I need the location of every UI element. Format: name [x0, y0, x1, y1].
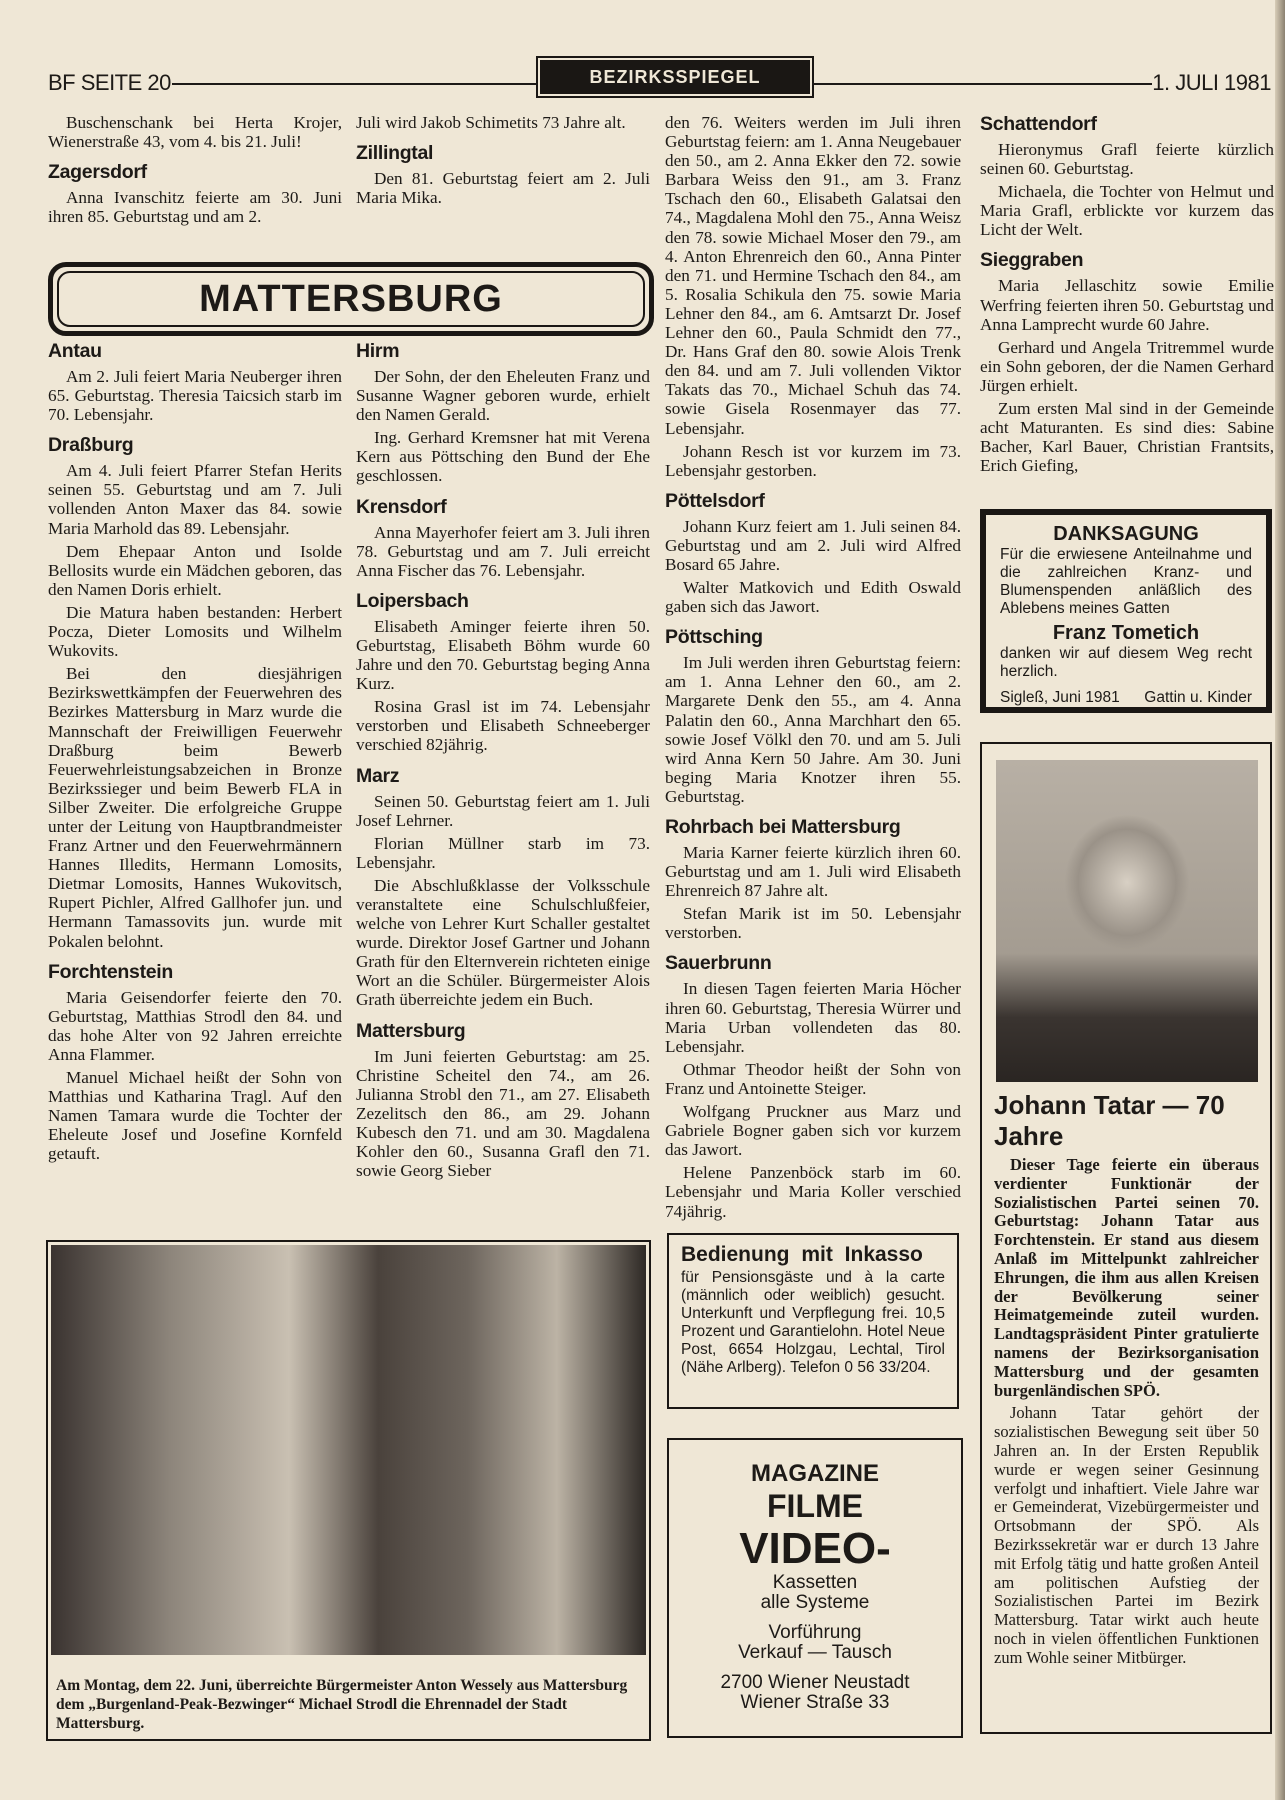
- news-paragraph: Die Abschlußklasse der Volksschule veranstaltete eine Schulschlußfeier, welche von Lehrer Kurt Schaller gestaltet wurde. Direktor Josef Gartner und Johann Grath für den Elternverein richteten einige Wort an die Schüler. Bürgermeister Alois Grath überreichte jedem ein Buch.: [356, 875, 650, 1010]
- locality-heading: Sauerbrunn: [665, 952, 772, 975]
- issue-date: 1. JULI 1981: [1152, 70, 1271, 95]
- article-headline: Johann Tatar — 70 Jahre: [994, 1090, 1225, 1151]
- news-paragraph: Helene Panzenböck starb im 60. Lebensjahr und Maria Koller verschied 74jährig.: [665, 1163, 961, 1221]
- news-paragraph: Zum ersten Mal sind in der Gemeinde acht Maturanten. Es sind dies: Sabine Bacher, Karl Bauer, Christian Frantsits, Erich Giefing,: [980, 399, 1274, 476]
- video-ad-line: 2700 Wiener Neustadt: [720, 1672, 910, 1693]
- news-paragraph: Anna Ivanschitz feierte am 30. Juni ihren 85. Geburtstag und am 2.: [48, 188, 342, 227]
- news-paragraph: Juli wird Jakob Schimetits 73 Jahre alt.: [356, 113, 626, 132]
- news-paragraph: Maria Karner feierte kürzlich ihren 60. Geburtstag und am 1. Juli wird Elisabeth Ehrenreich 87 Jahre alt.: [665, 843, 961, 901]
- locality-heading: Krensdorf: [356, 495, 447, 518]
- news-paragraph: Am 4. Juli feiert Pfarrer Stefan Herits seinen 55. Geburtstag und am 7. Juli vollenden Anton Maxer das 84. sowie Maria Marhold das 89. Lebensjahr.: [48, 461, 342, 538]
- news-paragraph: Maria Jellaschitz sowie Emilie Werfring feierten ihren 50. Geburtstag und Anna Lamprecht wurde 60 Jahre.: [980, 276, 1274, 334]
- page-number: BF SEITE 20: [48, 70, 171, 95]
- locality-heading: Antau: [48, 340, 102, 362]
- news-paragraph: Gerhard und Angela Tritremmel wurde ein Sohn geboren, der die Namen Gerhard Jürgen erhielt.: [980, 337, 1274, 395]
- locality-heading: Zagersdorf: [48, 161, 147, 184]
- news-paragraph: Ing. Gerhard Kremsner hat mit Verena Kern aus Pöttsching den Bund der Ehe geschlossen.: [356, 428, 650, 486]
- portrait-photo: [996, 760, 1258, 1082]
- notice-text-2: danken wir auf diesem Weg recht herzlich.: [1000, 645, 1252, 680]
- news-paragraph: Seinen 50. Geburtstag feiert am 1. Juli Josef Lehrner.: [356, 791, 650, 830]
- tatar-article: [980, 742, 1272, 1734]
- news-paragraph: Der Sohn, der den Eheleuten Franz und Susanne Wagner geboren wurde, erhielt den Namen Gerald.: [356, 367, 650, 425]
- locality-heading: Sieggraben: [980, 249, 1084, 272]
- news-paragraph: Am 2. Juli feiert Maria Neuberger ihren 65. Geburtstag. Theresia Taicsich starb im 70. Lebensjahr.: [48, 367, 342, 425]
- video-ad-line: Verkauf — Tausch: [738, 1642, 892, 1663]
- video-ad-line: Vorführung: [768, 1622, 862, 1643]
- news-paragraph: Johann Kurz feiert am 1. Juli seinen 84. Geburtstag und am 2. Juli wird Alfred Bosard 65 Jahre.: [665, 516, 961, 574]
- news-paragraph: Maria Geisendorfer feierte den 70. Geburtstag, Matthias Strodl den 84. und das hohe Alter von 92 Jahren erreichte Anna Flammer.: [48, 987, 342, 1064]
- news-paragraph: Walter Matkovich und Edith Oswald gaben sich das Jawort.: [665, 578, 961, 617]
- column-2-top: [356, 113, 650, 211]
- district-banner: [48, 262, 654, 336]
- video-ad-line: MAGAZINE: [751, 1460, 879, 1487]
- locality-heading: Hirm: [356, 340, 400, 362]
- award-ceremony-photo: [51, 1245, 646, 1655]
- news-paragraph: Dem Ehepaar Anton und Isolde Bellosits wurde ein Mädchen geboren, das den Namen Doris erhielt.: [48, 541, 342, 599]
- news-paragraph: Stefan Marik ist im 50. Lebensjahr verstorben.: [665, 904, 961, 943]
- column-4: [980, 113, 1274, 479]
- video-ad-line: VIDEO-: [739, 1524, 891, 1573]
- news-paragraph: Buschenschank bei Herta Krojer, Wienerstraße 43, vom 4. bis 21. Juli!: [48, 113, 342, 152]
- news-paragraph: Die Matura haben bestanden: Herbert Pocza, Dieter Lomosits und Wilhelm Wukovits.: [48, 602, 342, 661]
- video-ad-line: alle Systeme: [760, 1592, 870, 1613]
- news-paragraph: Johann Resch ist vor kurzem im 73. Lebensjahr gestorben.: [665, 441, 961, 480]
- news-paragraph: Bei den diesjährigen Bezirkswettkämpfen der Feuerwehren des Bezirkes Mattersburg in Marz wurde die Mannschaft der Freiwilligen Feuerwehr Draßburg beim Bewerb Feuerwehrleistungsabzeichen in Bronze Bezirkssieger und beim Bewerb FLA in Silber Zweiter. Die erfolgreiche Gruppe unter der Leitung von Hauptbrandmeister Franz Artner und den Feuerwehrmännern Hannes Illedits, Hermann Lomosits, Dietmar Lomosits, Hannes Wukovitsch, Rupert Pichler, Alfred Gallhofer jun. und Hermann Tamassovits jun. wurde mit Pokalen belohnt.: [48, 664, 342, 951]
- locality-heading: Pöttsching: [665, 626, 763, 649]
- column-3: [665, 113, 961, 1225]
- column-1: [48, 340, 342, 1167]
- news-paragraph: Michaela, die Tochter von Helmut und Maria Grafl, erblickte vor kurzem das Licht der Welt.: [980, 182, 1274, 240]
- news-paragraph: Anna Mayerhofer feiert am 3. Juli ihren 78. Geburtstag und am 7. Juli erreicht Anna Fischer das 76. Lebensjahr.: [356, 522, 650, 580]
- locality-heading: Marz: [356, 764, 400, 787]
- notice-place-date: Sigleß, Juni 1981: [1000, 689, 1120, 706]
- news-paragraph: Hieronymus Grafl feierte kürzlich seinen 60. Geburtstag.: [980, 140, 1274, 179]
- news-photo-frame: [46, 1240, 651, 1741]
- notice-title: DANKSAGUNG: [1053, 523, 1199, 545]
- news-paragraph: Florian Müllner starb im 73. Lebensjahr.: [356, 833, 650, 872]
- news-paragraph: Rosina Grasl ist im 74. Lebensjahr verstorben und Elisabeth Schneeberger verschied 82jährig.: [356, 697, 650, 755]
- job-ad-body: für Pensionsgäste und à la carte (männlich oder weiblich) gesucht. Unterkunft und Verpflegung frei. 10,5 Prozent und Garantielohn. Hotel Neue Post, 6654 Holzgau, Lechtal, Tirol (Nähe Arlberg). Telefon 0 56 33/204.: [681, 1269, 945, 1376]
- locality-heading: Loipersbach: [356, 589, 469, 612]
- notice-name: Franz Tometich: [1052, 622, 1200, 644]
- locality-heading: Zillingtal: [356, 142, 434, 165]
- section-title: BEZIRKSSPIEGEL: [540, 60, 810, 94]
- video-ad: [667, 1438, 963, 1738]
- district-title: MATTERSBURG: [57, 271, 645, 327]
- news-paragraph: In diesen Tagen feierten Maria Höcher ihren 60. Geburtstag, Theresia Würrer und Maria Urban vollendeten das 80. Lebensjahr.: [665, 979, 961, 1056]
- page-edge: [1275, 0, 1285, 1800]
- news-paragraph: Othmar Theodor heißt der Sohn von Franz und Antoinette Steiger.: [665, 1059, 961, 1098]
- notice-signature: Gattin u. Kinder: [1144, 689, 1252, 706]
- news-paragraph: Manuel Michael heißt der Sohn von Matthias und Katharina Tragl. Auf den Namen Tamara wurde die Tochter der Eheleute Josef und Josefine Kornfeld getauft.: [48, 1068, 342, 1164]
- locality-heading: Draßburg: [48, 434, 134, 457]
- header-rule-left: [172, 83, 536, 85]
- job-ad-title: Bedienung mit Inkasso: [681, 1243, 923, 1266]
- header-rule-right: [812, 83, 1152, 85]
- job-ad: [667, 1233, 959, 1409]
- locality-heading: Schattendorf: [980, 113, 1097, 135]
- column-1-top: [48, 113, 342, 230]
- article-body: Johann Tatar gehört der sozialistischen Bewegung seit über 50 Jahren an. In der Ersten Republik wurde er wegen seiner Gesinnung verfolgt und inhaftiert. Viele Jahre war er Gemeinderat, Vizebürgermeister und Ortsobmann der SPÖ. Als Bezirkssekretär war er durch 13 Jahre mit Erfolg tätig und hatte großen Anteil am politischen Aufstieg der Sozialistischen Partei im Bezirk Mattersburg. Tatar wirkt auch heute noch in vielen öffentlichen Funktionen zum Wohle seiner Mitbürger.: [994, 1403, 1259, 1667]
- video-ad-line: Wiener Straße 33: [740, 1692, 890, 1713]
- locality-heading: Forchtenstein: [48, 960, 174, 983]
- news-paragraph: Wolfgang Pruckner aus Marz und Gabriele Bogner gaben sich vor kurzem das Jawort.: [665, 1102, 961, 1160]
- locality-heading: Mattersburg: [356, 1019, 466, 1042]
- locality-heading: Rohrbach bei Mattersburg: [665, 816, 901, 838]
- thank-you-notice: [980, 509, 1272, 713]
- article-lead: Dieser Tage feierte ein überaus verdienter Funktionär der Sozialistischen Partei seinen 70. Geburtstag: Johann Tatar aus Forchtenstein. Er stand aus diesem Anlaß im Mittelpunkt zahlreicher Ehrungen, die ihm aus allen Kreisen der Bevölkerung seiner Heimatgemeinde zuteil wurden. Landtagspräsident Pinter gratulierte namens der Bezirksorganisation Mattersburg und der gesamten burgenländischen SPÖ.: [994, 1155, 1259, 1400]
- photo-caption: Am Montag, dem 22. Juni, überreichte Bürgermeister Anton Wessely aus Mattersburg dem „Burgenland-Peak-Bezwinger“ Michael Strodl die Ehrennadel der Stadt Mattersburg.: [56, 1677, 628, 1732]
- video-ad-line: FILME: [767, 1488, 863, 1524]
- video-ad-line: Kassetten: [772, 1572, 858, 1593]
- news-paragraph: Im Juli werden ihren Geburtstag feiern: am 1. Anna Lehner den 60., am 2. Margarete Denk den 55., am 4. Anna Palatin den 60., Anna Marchhart den 65. sowie Josef Völkl den 70. und am 5. Juli wird Anna Kern 50 Jahre. Am 30. Juni beging Maria Knotzer ihren 55. Geburtstag.: [665, 653, 961, 806]
- news-paragraph: Elisabeth Aminger feierte ihren 50. Geburtstag, Elisabeth Böhm wurde 60 Jahre und den 70. Geburtstag beging Anna Kurz.: [356, 616, 650, 694]
- news-paragraph: den 76. Weiters werden im Juli ihren Geburtstag feiern: am 1. Anna Neugebauer den 50., am 2. Anna Ekker den 72. sowie Barbara Weiss den 91., am 3. Franz Tschach den 60., Elisabeth Galatsai den 74., Magdalena Mohl den 75., Anna Weisz den 78. sowie Michael Moser den 79., am 4. Anton Ehrenreich den 60., Anna Pinter den 71. und Hermine Tschach den 84., am 5. Rosalia Schikula den 75. sowie Maria Lehner den 84., am 6. Amtsarzt Dr. Josef Lehner den 60., Paula Schmidt den 77., Dr. Hans Graf den 80. sowie Alois Trenk den 84. und am 7. Juli vollenden Viktor Takats das 70., Michael Schuh das 74. sowie Gisela Rosenmayer das 77. Lebensjahr.: [665, 113, 961, 438]
- locality-heading: Pöttelsdorf: [665, 489, 765, 512]
- news-paragraph: Den 81. Geburtstag feiert am 2. Juli Maria Mika.: [356, 169, 650, 208]
- news-paragraph: Im Juni feierten Geburtstag: am 25. Christine Scheitel den 74., am 26. Julianna Strobl den 71., am 27. Elisabeth Zezelitsch den 86., am 29. Johann Kubesch den 71. und am 30. Magdalena Kohler den 60., Susanna Grafl den 71. sowie Georg Sieber: [356, 1046, 650, 1181]
- notice-text: Für die erwiesene Anteilnahme und die zahlreichen Kranz- und Blumenspenden anläßlich des Ablebens meines Gatten: [1000, 546, 1252, 617]
- column-2: [356, 340, 650, 1184]
